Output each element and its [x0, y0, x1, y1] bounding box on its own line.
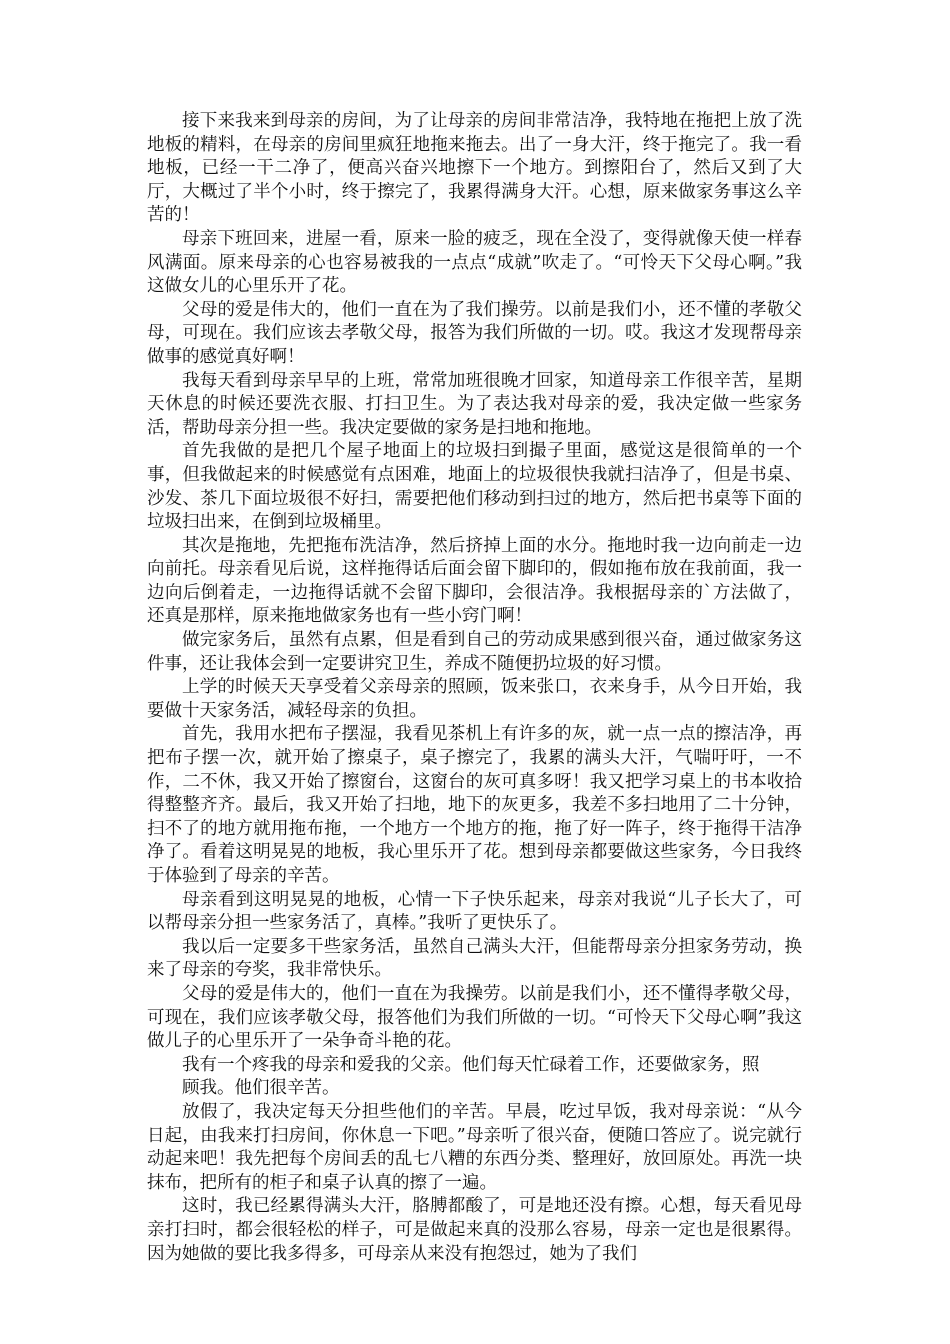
paragraph: 其次是拖地，先把拖布洗洁净，然后挤掉上面的水分。拖地时我一边向前走一边向前托。母亲看见后说，这样拖得话后面会留下脚印的，假如拖布放在我前面，我一边向后倒着走，一边拖得话就不会留下脚印，会很洁净。我根据母亲的`方法做了，还真是那样，原来拖地做家务也有一些小窍门啊！ [147, 535, 802, 627]
paragraph: 放假了，我决定每天分担些他们的辛苦。早晨，吃过早饭，我对母亲说：“从今日起，由我来打扫房间，你休息一下吧。”母亲听了很兴奋，便随口答应了。说完就行动起来吧！我先把每个房间丢的乱七八糟的东西分类、整理好，放回原处。再洗一块抹布，把所有的柜子和桌子认真的擦了一遍。 [147, 1101, 802, 1193]
paragraph: 我每天看到母亲早早的上班，常常加班很晚才回家，知道母亲工作很辛苦，星期天休息的时候还要洗衣服、打扫卫生。为了表达我对母亲的爱，我决定做一些家务活，帮助母亲分担一些。我决定要做的家务是扫地和拖地。 [147, 370, 802, 438]
document-body [147, 110, 802, 1266]
paragraph: 这时，我已经累得满头大汗，胳膊都酸了，可是地还没有擦。心想，每天看见母亲打扫时，都会很轻松的样子，可是做起来真的没那么容易，母亲一定也是很累得。因为她做的要比我多得多，可母亲从来没有抱怨过，她为了我们 [147, 1196, 802, 1264]
paragraph: 我有一个疼我的母亲和爱我的父亲。他们每天忙碌着工作，还要做家务，照 [182, 1054, 760, 1075]
paragraph: 父母的爱是伟大的，他们一直在为我操劳。以前是我们小，还不懂得孝敬父母，可现在，我们应该孝敬父母，报答他们为我们所做的一切。“可怜天下父母心啊”我这做儿子的心里乐开了一朵争奇斗艳的花。 [147, 983, 802, 1052]
paragraph: 父母的爱是伟大的，他们一直在为了我们操劳。以前是我们小，还不懂的孝敬父母，可现在。我们应该去孝敬父母，报答为我们所做的一切。哎。我这才发现帮母亲做事的感觉真好啊！ [147, 299, 802, 367]
paragraph: 母亲下班回来，进屋一看，原来一脸的疲乏，现在全没了，变得就像天使一样春风满面。原来母亲的心也容易被我的一点点“成就”吹走了。“可怜天下父母心啊。”我这做女儿的心里乐开了花。 [147, 228, 802, 297]
paragraph: 首先，我用水把布子摆湿，我看见茶机上有许多的灰，就一点一点的擦洁净，再把布子摆一次，就开始了擦桌子，桌子擦完了，我累的满头大汗，气喘吁吁，一不作，二不休，我又开始了擦窗台，这窗台的灰可真多呀！我又把学习桌上的书本收拾得整整齐齐。最后，我又开始了扫地，地下的灰更多，我差不多扫地用了二十分钟，扫不了的地方就用拖布拖，一个地方一个地方的拖，拖了好一阵子，终于拖得干洁净净了。看着这明晃晃的地板，我心里乐开了花。想到母亲都要做这些家务，今日我终于体验到了母亲的辛苦。 [147, 724, 802, 886]
paragraph: 顾我。他们很辛苦。 [182, 1078, 340, 1099]
paragraph: 母亲看到这明晃晃的地板，心情一下子快乐起来，母亲对我说“儿子长大了，可以帮母亲分担一些家务活了，真棒。”我听了更快乐了。 [147, 889, 802, 934]
paragraph: 我以后一定要多干些家务活，虽然自己满头大汗，但能帮母亲分担家务劳动，换来了母亲的夸奖，我非常快乐。 [147, 936, 802, 981]
paragraph: 接下来我来到母亲的房间，为了让母亲的房间非常洁净，我特地在拖把上放了洗地板的精料，在母亲的房间里疯狂地拖来拖去。出了一身大汗，终于拖完了。我一看地板，已经一干二净了，便高兴奋兴地擦下一个地方。到擦阳台了，然后又到了大厅，大概过了半个小时，终于擦完了，我累得满身大汗。心想，原来做家务事这么辛苦的！ [147, 111, 802, 226]
paragraph: 上学的时候天天享受着父亲母亲的照顾，饭来张口，衣来身手，从今日开始，我要做十天家务活，减轻母亲的负担。 [147, 677, 802, 721]
paragraph: 首先我做的是把几个屋子地面上的垃圾扫到撮子里面，感觉这是很简单的一个事，但我做起来的时候感觉有点困难，地面上的垃圾很快我就扫洁净了，但是书桌、沙发、茶几下面垃圾很不好扫，需要把他们移动到扫过的地方，然后把书桌等下面的垃圾扫出来，在倒到垃圾桶里。 [147, 441, 802, 533]
paragraph: 做完家务后，虽然有点累，但是看到自己的劳动成果感到很兴奋，通过做家务这件事，还让我体会到一定要讲究卫生，养成不随便扔垃圾的好习惯。 [147, 630, 802, 674]
